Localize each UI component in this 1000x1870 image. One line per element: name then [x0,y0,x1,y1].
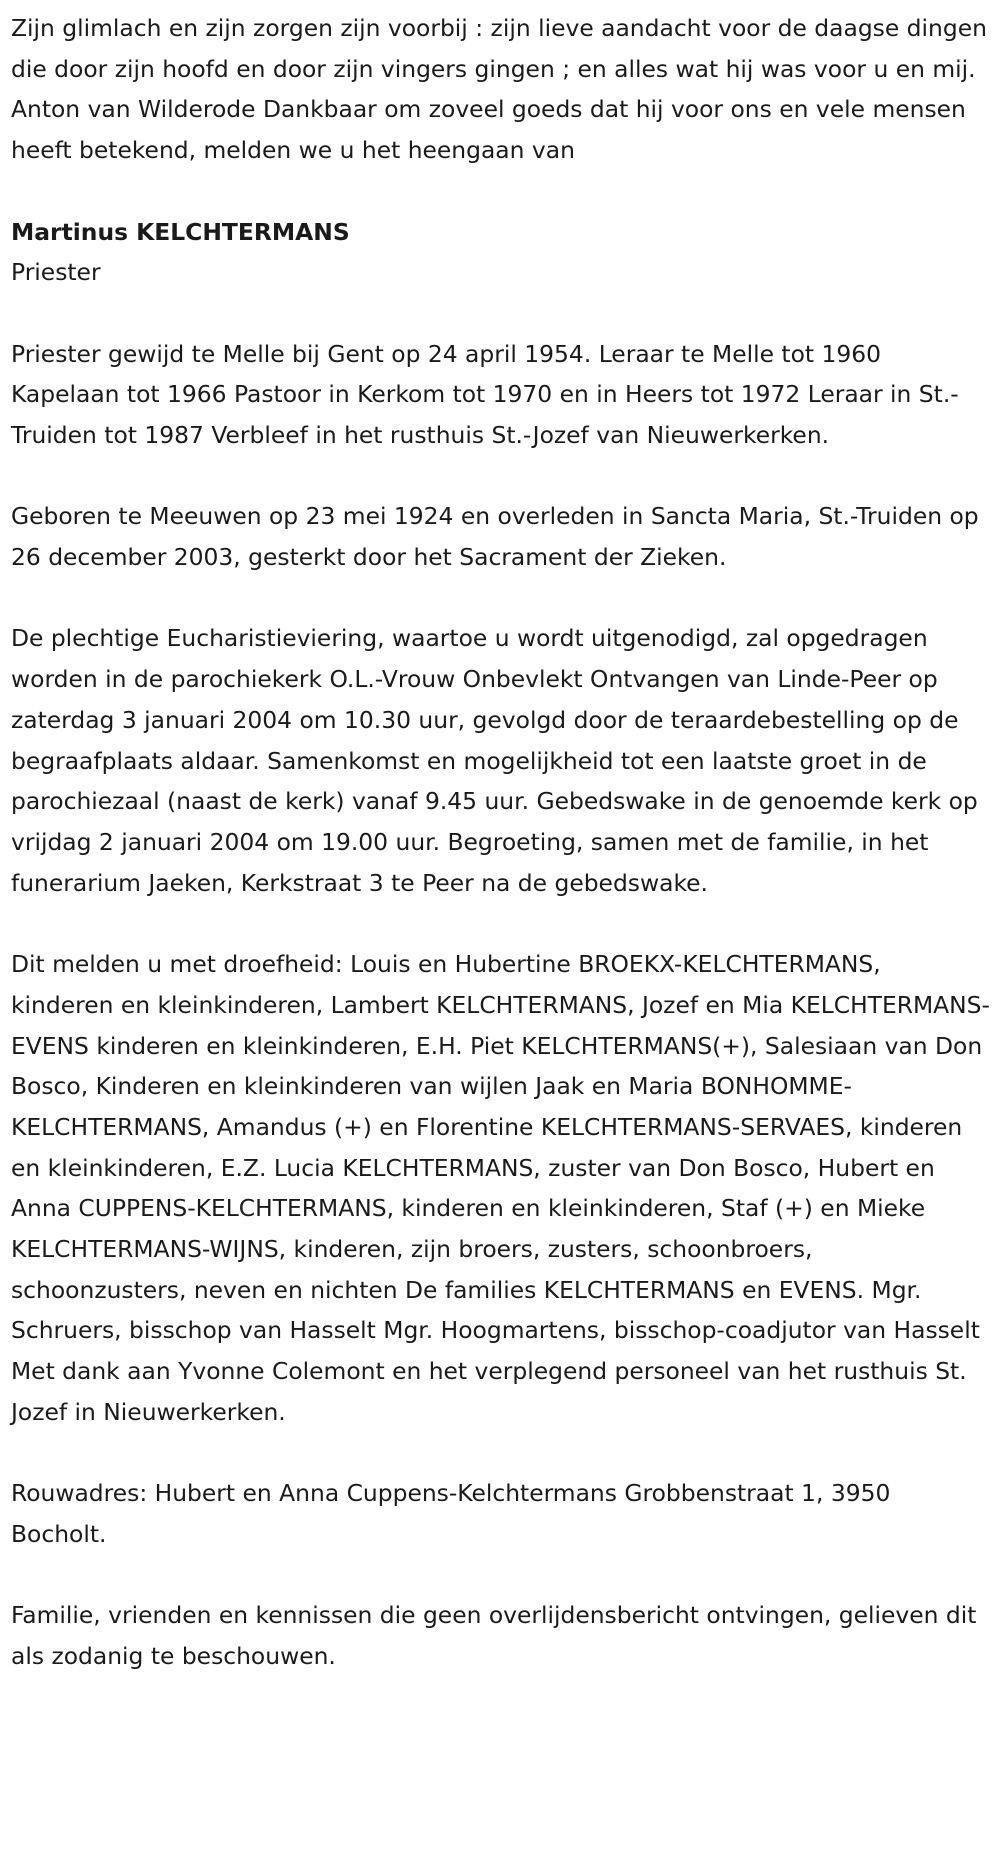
birth-death-paragraph: Geboren te Meeuwen op 23 mei 1924 en overleden in Sancta Maria, St.-Truiden op 26 december 2003, gesterkt door het Sacrament der Zieken. [11,502,979,572]
career-paragraph: Priester gewijd te Melle bij Gent op 24 april 1954. Leraar te Melle tot 1960 Kapelaan tot 1966 Pastoor in Kerkom tot 1970 en in Heers tot 1972 Leraar in St.-Truiden tot 1987 Verbleef in het rusthuis St.-Jozef van Nieuwerkerken. [11,339,959,449]
spacer [11,903,990,944]
deceased-title: Priester [11,258,101,287]
closing-paragraph: Familie, vrienden en kennissen die geen overlijdensbericht ontvingen, gelieven dit als zodanig te beschouwen. [11,1601,977,1671]
announcement-paragraph: Dit melden u met droefheid: Louis en Hubertine BROEKX-KELCHTERMANS, kinderen en kleinkinderen, Lambert KELCHTERMANS, Jozef en Mia KELCHTERMANS-EVENS kinderen en kleinkinderen, E.H. Piet KELCHTERMANS(+), Salesiaan van Don Bosco, Kinderen en kleinkinderen van wijlen Jaak en Maria BONHOMME-KELCHTERMANS, Amandus (+) en Florentine KELCHTERMANS-SERVAES, kinderen en kleinkinderen, E.Z. Lucia KELCHTERMANS, zuster van Don Bosco, Hubert en Anna CUPPENS-KELCHTERMANS, kinderen en kleinkinderen, Staf (+) en Mieke KELCHTERMANS-WIJNS, kinderen, zijn broers, zusters, schoonbroers, schoonzusters, neven en nichten De families KELCHTERMANS en EVENS. Mgr. Schruers, bisschop van Hasselt Mgr. Hoogmartens, bisschop-coadjutor van Hasselt Met dank aan Yvonne Colemont en het verplegend personeel van het rusthuis St. Jozef in Nieuwerkerken. [11,950,990,1426]
intro-paragraph: Zijn glimlach en zijn zorgen zijn voorbij : zijn lieve aandacht voor de daagse dingen die door zijn hoofd en door zijn vingers gingen ; en alles wat hij was voor u en mij. Anton van Wilderode Dankbaar om zoveel goeds dat hij voor ons en vele mensen heeft betekend, melden we u het heengaan van [11,14,987,165]
spacer [11,171,990,212]
spacer [11,578,990,619]
spacer [11,456,990,497]
spacer [11,1555,990,1596]
address-paragraph: Rouwadres: Hubert en Anna Cuppens-Kelchtermans Grobbenstraat 1, 3950 Bocholt. [11,1479,891,1548]
deceased-name: Martinus KELCHTERMANS [11,217,350,246]
ceremony-paragraph: De plechtige Eucharistieviering, waartoe u wordt uitgenodigd, zal opgedragen worden in de parochiekerk O.L.-Vrouw Onbevlekt Ontvangen van Linde-Peer op zaterdag 3 januari 2004 om 10.30 uur, gevolgd door de teraardebestelling op de begraafplaats aldaar. Samenkomst en mogelijkheid tot een laatste groet in de parochiezaal (naast de kerk) vanaf 9.45 uur. Gebedswake in de genoemde kerk op vrijdag 2 januari 2004 om 19.00 uur. Begroeting, samen met de familie, in het funerarium Jaeken, Kerkstraat 3 te Peer na de gebedswake. [11,624,978,897]
spacer [11,1433,990,1474]
spacer [11,293,990,334]
